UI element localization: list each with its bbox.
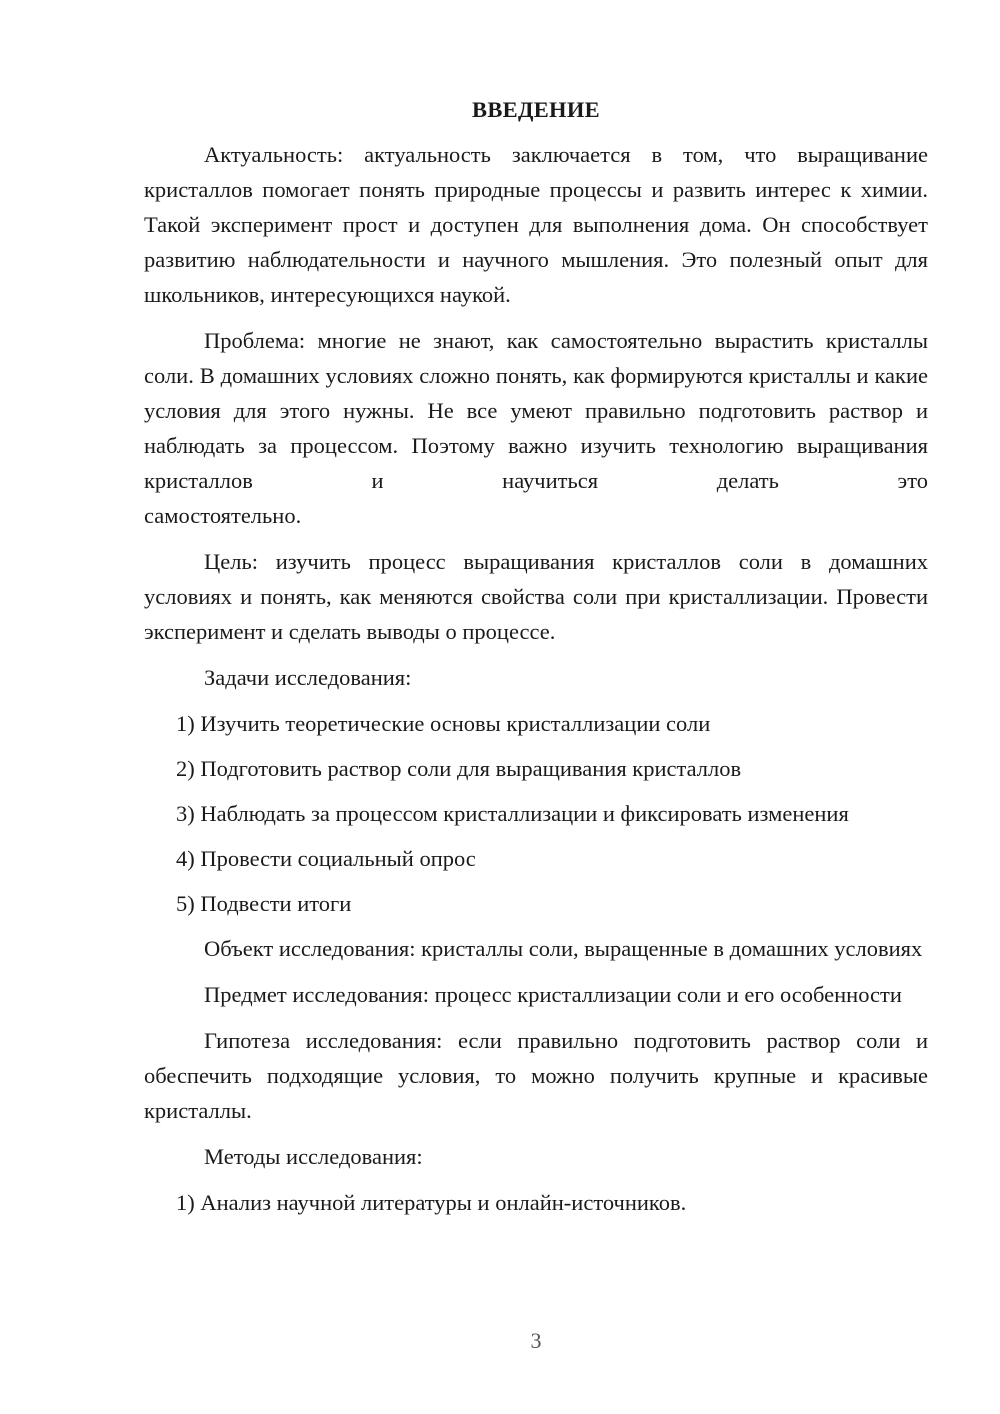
task-item: 4) Провести социальный опрос	[176, 846, 476, 871]
tasks-heading: Задачи исследования:	[204, 665, 412, 690]
task-item: 5) Подвести итоги	[176, 891, 352, 916]
methods-heading: Методы исследования:	[204, 1144, 423, 1169]
task-item: 3) Наблюдать за процессом кристаллизации и фиксировать изменения	[176, 801, 849, 826]
subject-paragraph: Предмет исследования: процесс кристаллизации соли и его особенности	[204, 982, 902, 1007]
task-item: 2) Подготовить раствор соли для выращивания кристаллов	[176, 756, 742, 781]
relevance-paragraph: Актуальность: актуальность заключается в том, что выращивание кристаллов помогает понять природные процессы и развить интерес к химии. Такой эксперимент прост и доступен для выполнения дома. Он способствует развитию наблюдательности и научного мышления. Это полезный опыт для школьников, интересующихся наукой.	[144, 142, 928, 307]
hypothesis-paragraph: Гипотеза исследования: если правильно подготовить раствор соли и обеспечить подходящие условия, то можно получить крупные и красивые кристаллы.	[144, 1028, 928, 1123]
problem-paragraph: Проблема: многие не знают, как самостоятельно вырастить кристаллы соли. В домашних условиях сложно понять, как формируются кристаллы и какие условия для этого нужны. Не все умеют правильно подготовить раствор и наблюдать за процессом. Поэтому важно изучить технологию выращивания кристаллов и научиться делать это	[144, 328, 928, 493]
document-page	[144, 92, 928, 1230]
task-item: 1) Изучить теоретические основы кристаллизации соли	[176, 711, 711, 736]
page-number: 3	[530, 1328, 542, 1353]
object-paragraph: Объект исследования: кристаллы соли, выращенные в домашних условиях	[204, 936, 923, 961]
goal-paragraph: Цель: изучить процесс выращивания кристаллов соли в домашних условиях и понять, как меняются свойства соли при кристаллизации. Провести эксперимент и сделать выводы о процессе.	[144, 549, 928, 644]
method-item: 1) Анализ научной литературы и онлайн-источников.	[176, 1190, 687, 1215]
section-title: ВВЕДЕНИЕ	[472, 97, 600, 122]
problem-paragraph-end: самостоятельно.	[144, 503, 302, 528]
